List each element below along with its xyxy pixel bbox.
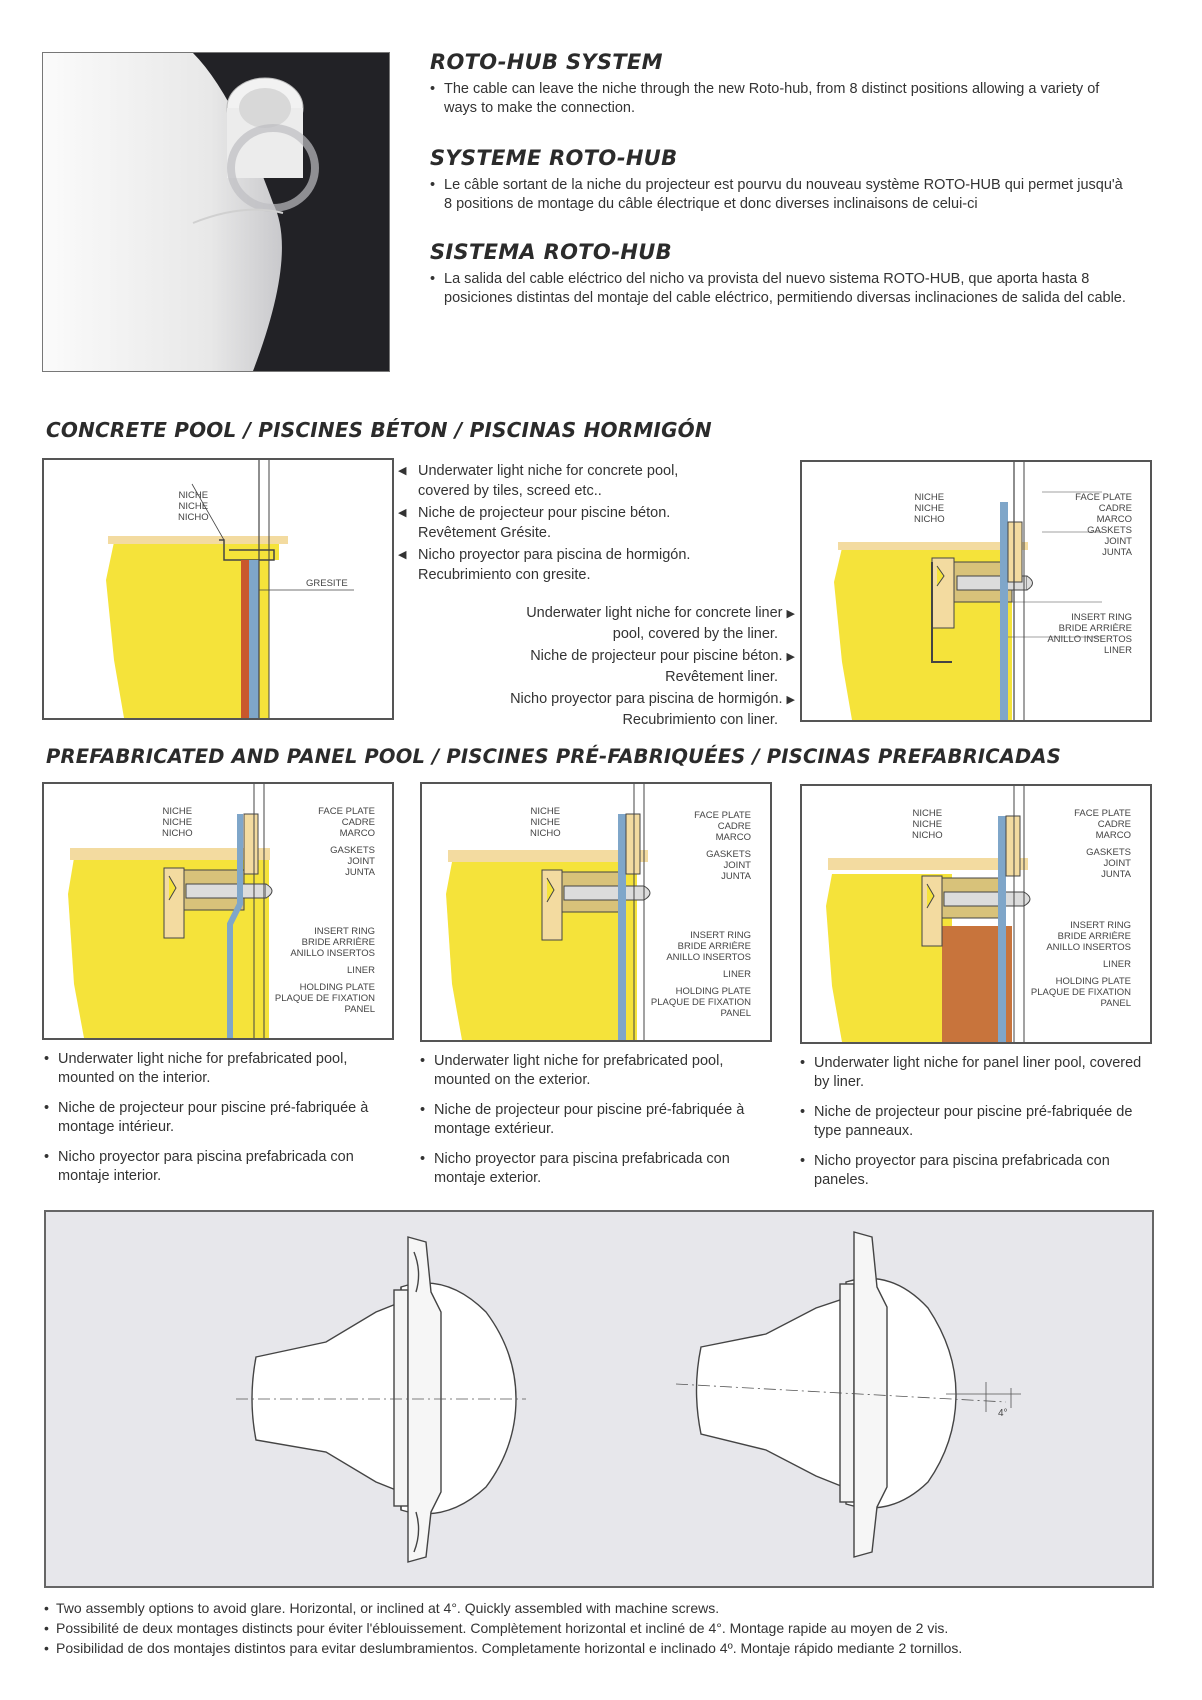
concrete-item-en: ◀ Underwater light niche for concrete pool, covered by tiles, screed etc.. [398,463,679,499]
concrete-item-fr: ◀ Niche de projecteur pour piscine béton. Revêtement Grésite. [398,505,671,541]
insert-ring-label-5: INSERT RING BRIDE ARRIÈRE ANILLO INSERTOS LINER HOLDING PLATE PLAQUE DE FIXATION PANEL [1030,920,1131,1009]
prefab-caption-2: • Underwater light niche for prefabricated pool, mounted on the exterior. • Niche de projecteur pour piscine pré-fabriquée à montage extérieur. • Nicho proyector para piscina prefabricada con montaje exterior. [420,1053,745,1186]
angle-label: 4° [998,1408,1008,1419]
footer-notes [44,1598,1164,1658]
insert-ring-label-3: INSERT RING BRIDE ARRIÈRE ANILLO INSERTOS LINER HOLDING PLATE PLAQUE DE FIXATION PANEL [274,926,375,1015]
insert-ring-label: INSERT RING BRIDE ARRIÈRE ANILLO INSERTOS LINER [1047,612,1132,656]
face-plate-label-5: FACE PLATE CADRE MARCO GASKETS JOINT JUNTA [1074,808,1131,880]
insert-ring-label-4: INSERT RING BRIDE ARRIÈRE ANILLO INSERTOS LINER HOLDING PLATE PLAQUE DE FIXATION PANEL [650,930,751,1019]
assembly-panel [44,1210,1154,1588]
concrete-right-items [400,604,795,730]
prefab-exterior-diagram [420,782,772,1042]
gresite-label: GRESITE [306,578,348,589]
liner-item-fr: Niche de projecteur pour piscine béton. ▶ Revêtement liner. [530,648,795,685]
niche-label-4: NICHE NICHE NICHO [530,806,561,839]
face-plate-label-3: FACE PLATE CADRE MARCO GASKETS JOINT JUNTA [318,806,375,878]
product-photo [42,52,390,372]
roto-hub-title-en: ROTO-HUB SYSTEM [430,50,663,74]
face-plate-label-4: FACE PLATE CADRE MARCO GASKETS JOINT JUNTA [694,810,751,882]
prefab-caption-3: • Underwater light niche for panel liner pool, covered by liner. • Niche de projecteur pour piscine pré-fabriquée de type panneaux. • Nicho proyector para piscina prefabricada con paneles. [800,1055,1142,1188]
roto-hub-title-es: SISTEMA ROTO-HUB [430,240,672,264]
concrete-heading: CONCRETE POOL / PISCINES BÉTON / PISCINAS HORMIGÓN [46,418,712,442]
concrete-item-es: ◀ Nicho proyector para piscina de hormigón. Recubrimiento con gresite. [398,547,691,583]
panel-liner-diagram [800,784,1152,1044]
footer-note-fr: • Possibilité de deux montages distincts pour éviter l'éblouissement. Complètement horizontal et incliné de 4°. Montage rapide au moyen de 2 vis. [44,1620,949,1636]
roto-hub-text-es: • La salida del cable eléctrico del nicho va provista del nuevo sistema ROTO-HUB, que aporta hasta 8 posiciones distintas del montaje del cable eléctrico, permitiendo diversas inclinaciones de salida del cable. [430,271,1126,306]
concrete-tile-diagram [42,458,394,720]
prefab-caption-1: • Underwater light niche for prefabricated pool, mounted on the interior. • Niche de projecteur pour piscine pré-fabriquée à montage intérieur. • Nicho proyector para piscina prefabricada con montaje interior. [44,1051,369,1184]
face-plate-label: FACE PLATE CADRE MARCO GASKETS JOINT JUNTA [1075,492,1132,558]
niche-label-2: NICHE NICHE NICHO [914,492,945,525]
concrete-left-items [398,462,798,585]
niche-label: NICHE NICHE NICHO [178,490,209,523]
niche-label-3: NICHE NICHE NICHO [162,806,193,839]
roto-hub-text-en: • The cable can leave the niche through the new Roto-hub, from 8 distinct positions allowing a variety of ways to make the connection. [430,81,1100,116]
liner-item-en: Underwater light niche for concrete liner ▶ pool, covered by the liner. [526,605,795,642]
footer-note-en: • Two assembly options to avoid glare. Horizontal, or inclined at 4°. Quickly assembled with machine screws. [44,1600,720,1616]
prefab-interior-diagram [42,782,394,1040]
prefab-heading: PREFABRICATED AND PANEL POOL / PISCINES PRÉ-FABRIQUÉES / PISCINAS PREFABRICADAS [46,745,1061,768]
footer-note-es: • Posibilidad de dos montajes distintos para evitar deslumbramientos. Completamente horizontal e inclinado 4º. Montaje rápido mediante 2 tornillos. [44,1640,963,1656]
roto-hub-title-fr: SYSTEME ROTO-HUB [430,146,678,170]
concrete-liner-diagram [800,460,1152,722]
roto-hub-text-fr: • Le câble sortant de la niche du projecteur est pourvu du nouveau système ROTO-HUB qui permet jusqu'à 8 positions de montage du câble électrique et donc diverses inclinaisons de celui-ci [430,177,1123,212]
roto-hub-section [430,50,1130,308]
liner-item-es: Nicho proyector para piscina de hormigón. ▶ Recubrimiento con liner. [510,691,795,728]
niche-label-5: NICHE NICHE NICHO [912,808,943,841]
